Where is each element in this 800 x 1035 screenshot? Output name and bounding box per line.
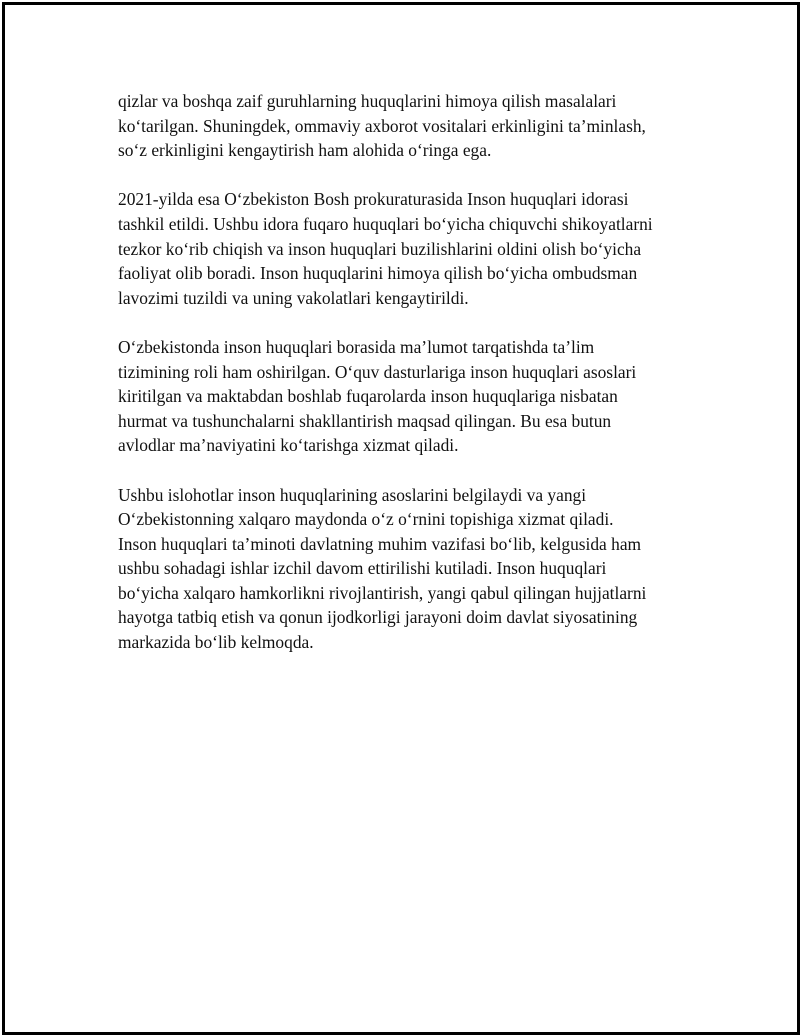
text-line: 2021-yilda esa O‘zbekiston Bosh prokuraturasida Inson huquqlari idorasi [118, 189, 629, 210]
text-line: hurmat va tushunchalarni shakllantirish maqsad qilingan. Bu esa butun [118, 410, 612, 431]
text-line: hayotga tatbiq etish va qonun ijodkorligi jarayoni doim davlat siyosatining [118, 607, 638, 628]
text-line: Inson huquqlari ta’minoti davlatning muhim vazifasi bo‘lib, kelgusida ham [118, 533, 642, 554]
text-line: bo‘yicha xalqaro hamkorlikni rivojlantirish, yangi qabul qilingan hujjatlarni [118, 582, 647, 603]
text-line: Ushbu islohotlar inson huquqlarining asoslarini belgilaydi va yangi [118, 484, 587, 505]
document-body [118, 89, 698, 679]
text-line: faoliyat olib boradi. Inson huquqlarini himoya qilish bo‘yicha ombudsman [118, 263, 638, 284]
text-line: so‘z erkinligini kengaytirish ham alohida o‘ringa ega. [118, 140, 492, 161]
text-line: tezkor ko‘rib chiqish va inson huquqlari buzilishlarini oldini olish bo‘yicha [118, 238, 642, 259]
text-line: avlodlar ma’naviyatini ko‘tarishga xizmat qiladi. [118, 435, 459, 456]
text-line: O‘zbekistonning xalqaro maydonda o‘z o‘rnini topishiga xizmat qiladi. [118, 509, 614, 530]
text-line: ko‘tarilgan. Shuningdek, ommaviy axborot vositalari erkinligini ta’minlash, [118, 115, 646, 136]
paragraph-1 [118, 89, 698, 163]
text-line: O‘zbekistonda inson huquqlari borasida ma’lumot tarqatishda ta’lim [118, 336, 595, 357]
text-line: kiritilgan va maktabdan boshlab fuqarolarda inson huquqlariga nisbatan [118, 386, 618, 407]
text-line: ushbu sohadagi ishlar izchil davom ettirilishi kutiladi. Inson huquqlari [118, 558, 607, 579]
text-line: markazida bo‘lib kelmoqda. [118, 632, 314, 653]
paragraph-2 [118, 187, 698, 310]
paragraph-3 [118, 335, 698, 458]
text-line: tashkil etildi. Ushbu idora fuqaro huquqlari bo‘yicha chiquvchi shikoyatlarni [118, 213, 653, 234]
text-line: tizimining roli ham oshirilgan. O‘quv dasturlariga inson huquqlari asoslari [118, 361, 637, 382]
paragraph-4 [118, 483, 698, 655]
text-line: qizlar va boshqa zaif guruhlarning huquqlarini himoya qilish masalalari [118, 91, 617, 111]
text-line: lavozimi tuzildi va uning vakolatlari kengaytirildi. [118, 287, 469, 308]
